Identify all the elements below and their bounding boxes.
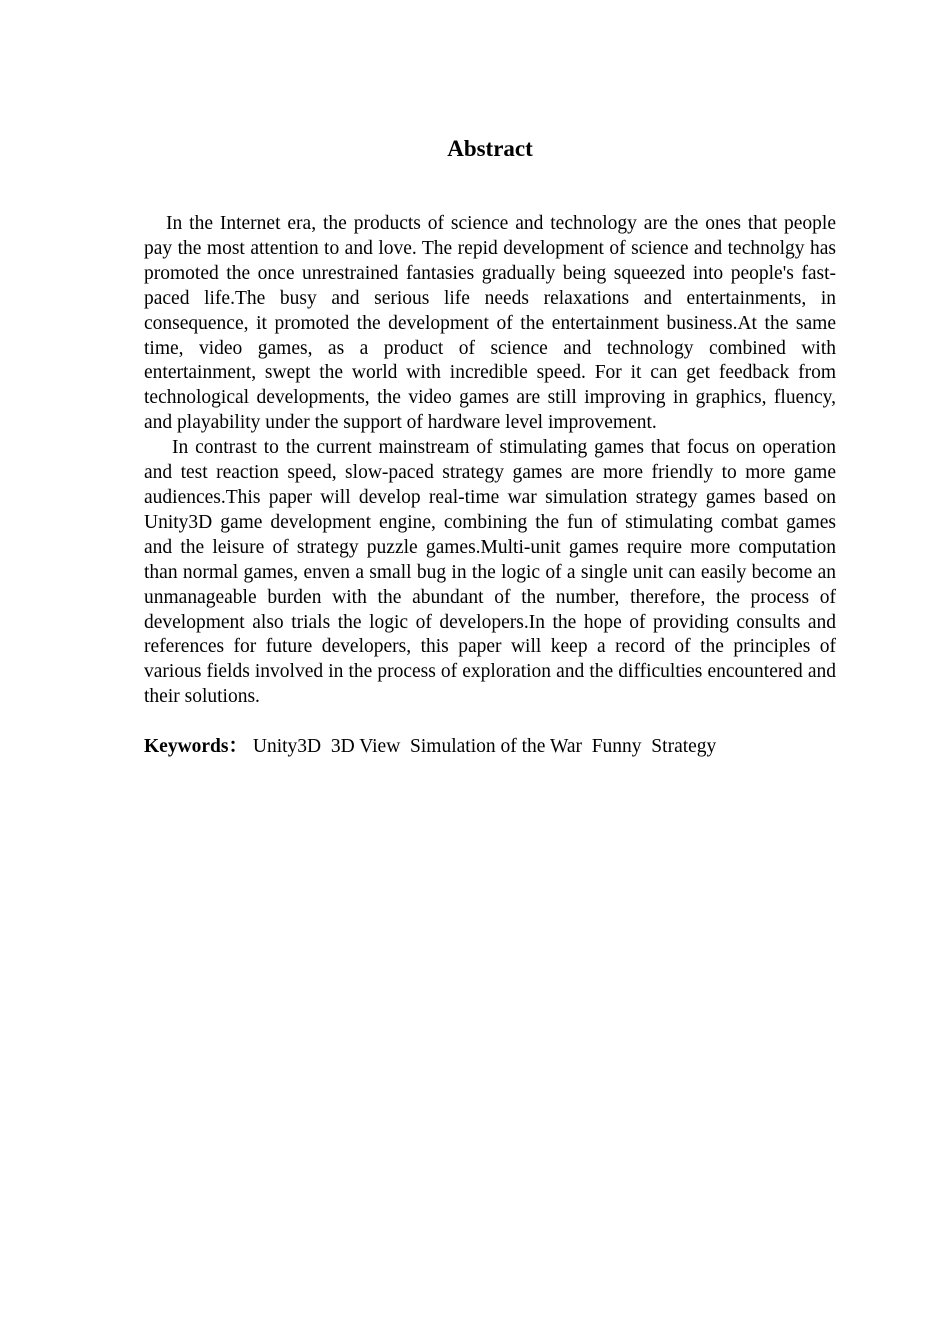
abstract-paragraph-2: In contrast to the current mainstream of stimulating games that focus on operation and test reaction speed, slow-paced strategy games are more friendly to more game audiences.This paper will develop real-time war simulation strategy games based on Unity3D game development engine, combining the fun of stimulating combat games and the leisure of strategy puzzle games.Multi-unit games require more computation than normal games, enven a small bug in the logic of a single unit can easily become an unmanageable burden with the abundant of the number, therefore, the process of development also trials the logic of developers.In the hope of providing consults and references for future developers, this paper will keep a record of the principles of various fields involved in the process of exploration and the difficulties encountered and their solutions. (144, 437, 836, 708)
page-title: Abstract (447, 136, 533, 161)
abstract-paragraph-1: In the Internet era, the products of science and technology are the ones that people pay the most attention to and love. The repid development of science and technolgy has promoted the once unrestrained fantasies gradually being squeezed into people's fast-paced life.The busy and serious life needs relaxations and entertainments, in consequence, it promoted the development of the entertainment business.At the same time, video games, as a product of science and technology combined with entertainment, swept the world with incredible speed. For it can get feedback from technological developments, the video games are still improving in graphics, fluency, and playability under the support of hardware level improvement. (144, 213, 836, 434)
keywords-label: Keywords： (144, 736, 248, 758)
abstract-page (144, 130, 836, 759)
keywords-line (144, 735, 836, 759)
keywords-text: Unity3D 3D View Simulation of the War Funny Strategy (248, 736, 717, 758)
